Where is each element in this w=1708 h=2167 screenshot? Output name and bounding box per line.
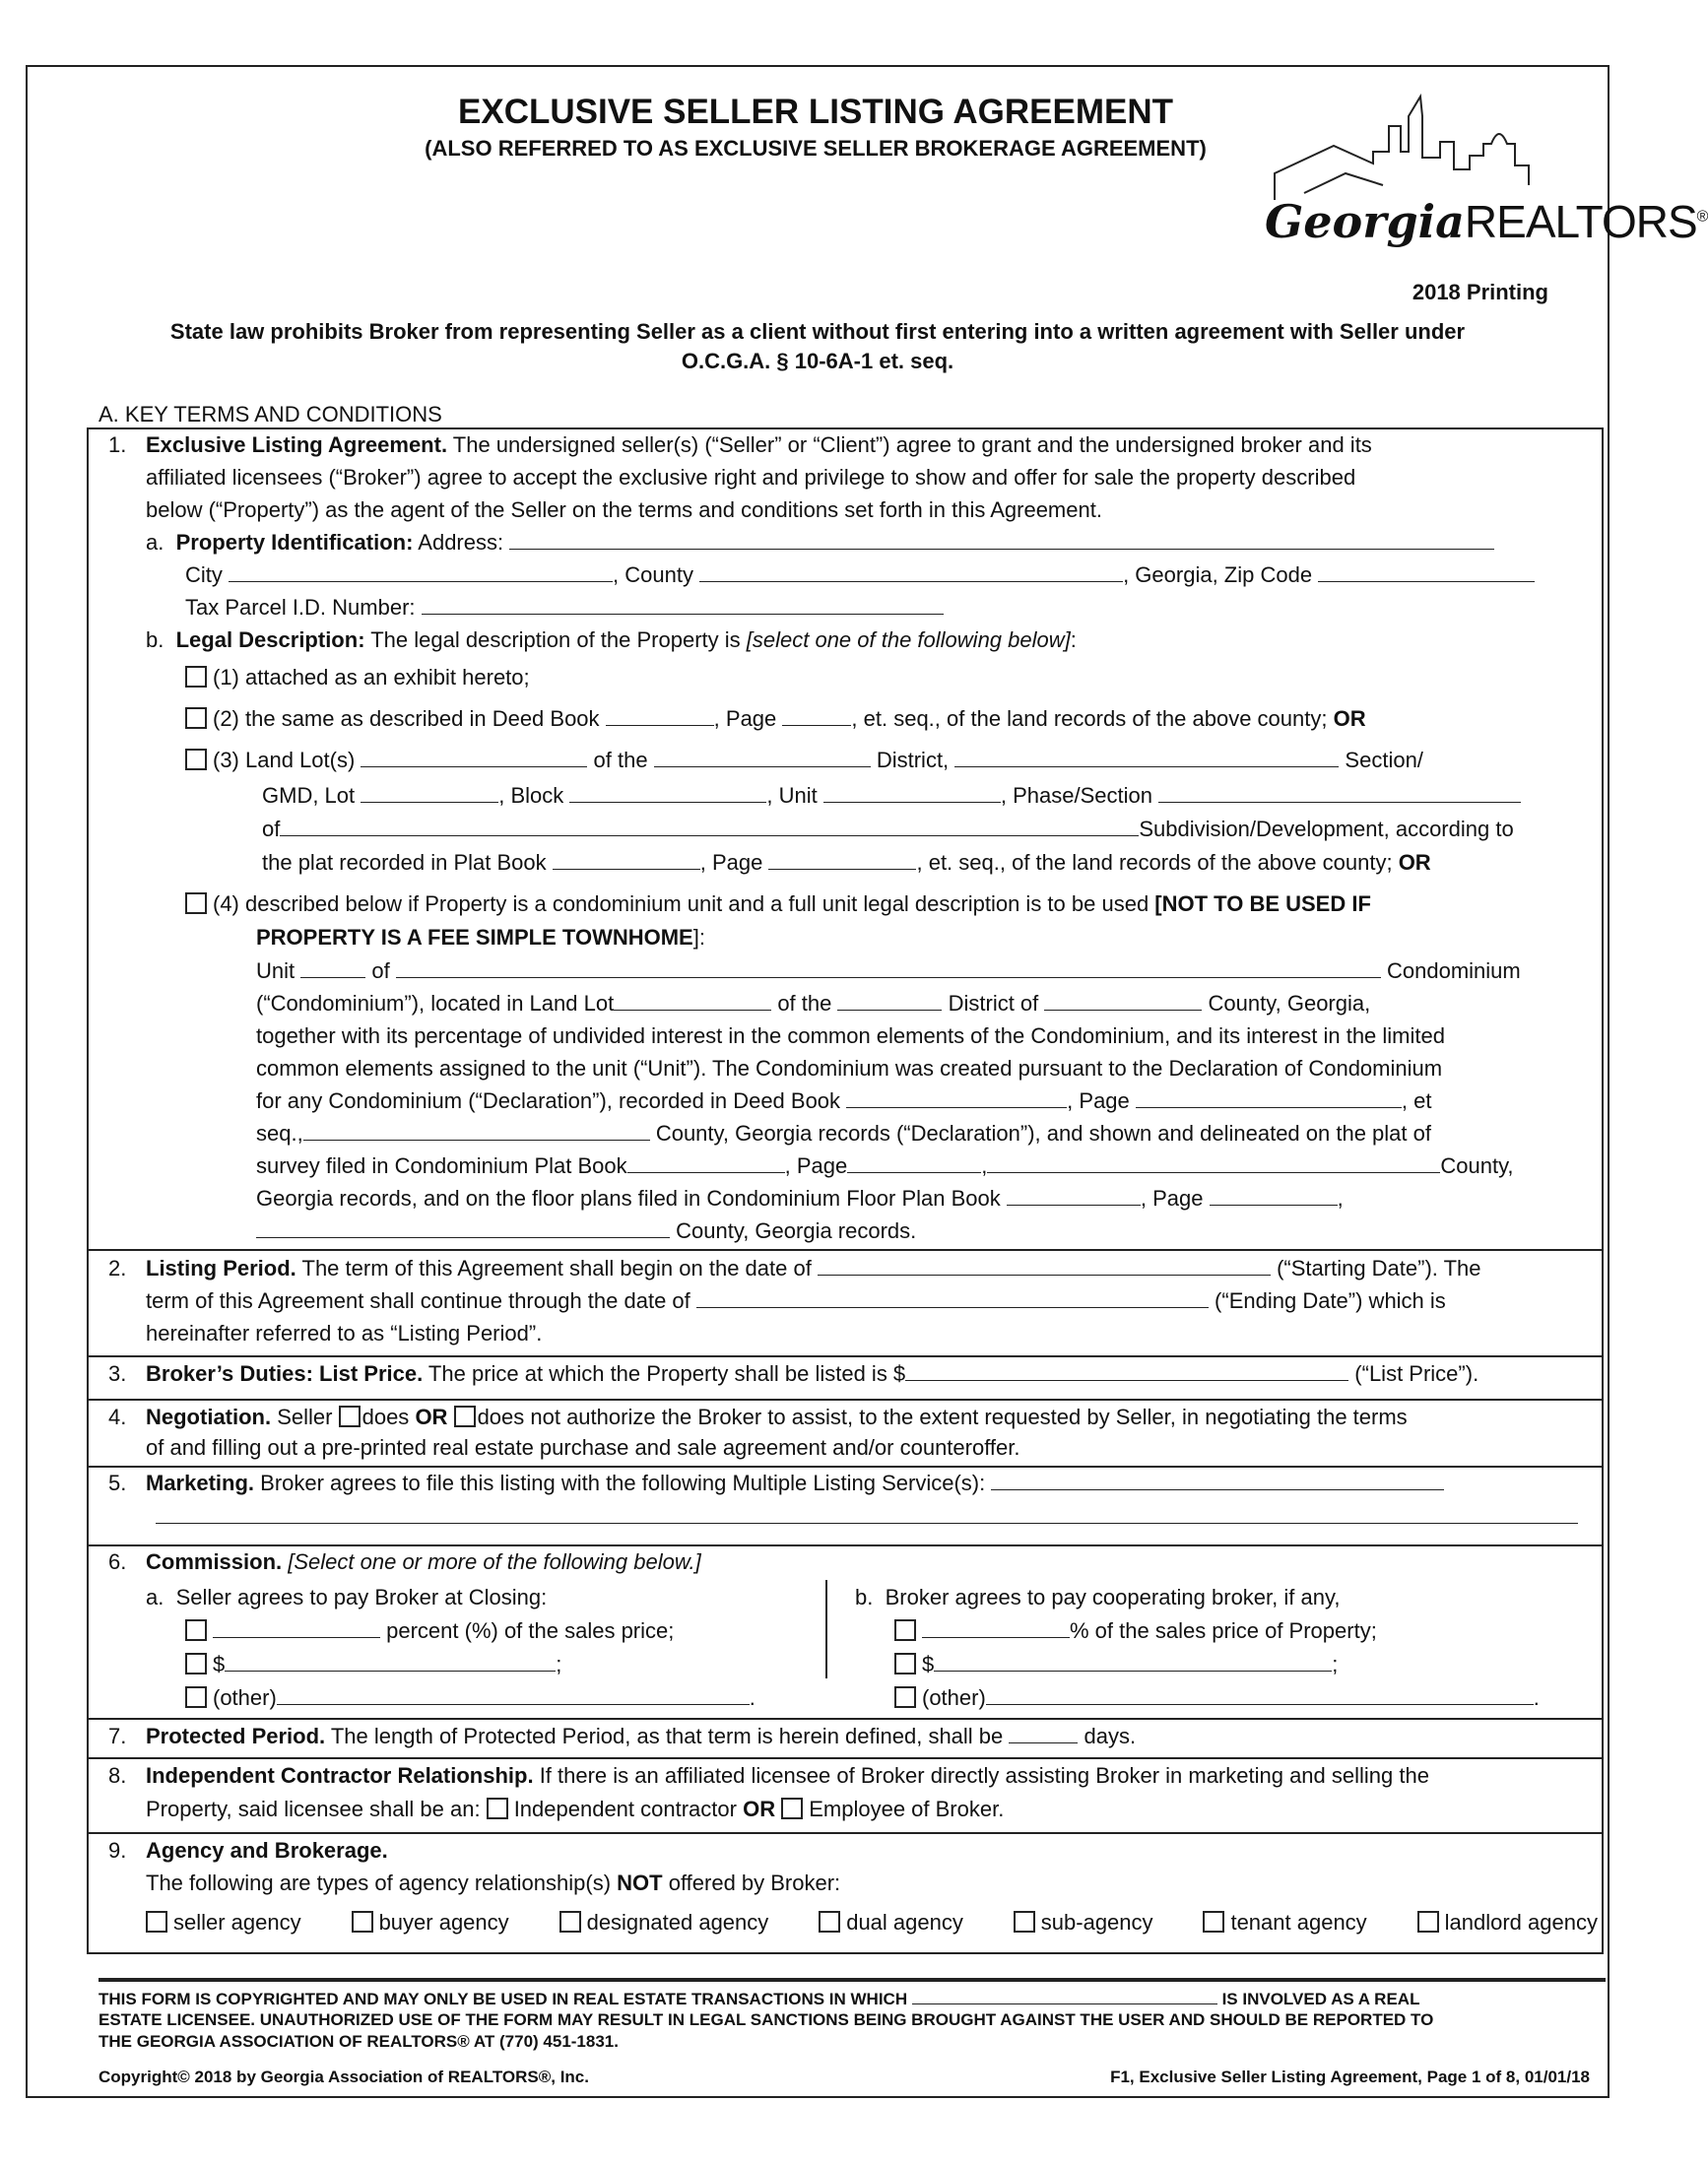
s8-line1: Independent Contractor Relationship. If there is an affiliated licensee of Broker directly assisting Broker in marketing and selling the xyxy=(146,1763,1429,1788)
legal-option-3: (3) Land Lot(s) of the District, Section/ xyxy=(185,747,1423,774)
plat-book-field[interactable] xyxy=(553,849,700,870)
commission-a-percent-field[interactable] xyxy=(213,1617,380,1638)
legal-option-1: (1) attached as an exhibit hereto; xyxy=(185,664,530,691)
legal-option-3-line3: of Subdivision/Development, according to xyxy=(262,817,1514,841)
s3-num: 3. xyxy=(108,1361,127,1386)
s2-line1: Listing Period. The term of this Agreement shall begin on the date of (“Starting Date”). The xyxy=(146,1256,1481,1280)
footer-line3: THE GEORGIA ASSOCIATION OF REALTORS® AT (770) 451-1831. xyxy=(99,2032,619,2051)
city-field[interactable] xyxy=(229,561,613,582)
option-2-checkbox[interactable] xyxy=(185,707,207,729)
divider-6 xyxy=(87,1718,1604,1720)
s5-line2 xyxy=(156,1503,1578,1531)
commission-a-other-row: (other) . xyxy=(185,1684,755,1712)
address-field[interactable] xyxy=(509,529,1494,550)
negotiation-does-checkbox[interactable] xyxy=(339,1406,361,1427)
commission-b-dollar-checkbox[interactable] xyxy=(894,1653,916,1674)
seller-agency-checkbox[interactable] xyxy=(146,1911,167,1933)
legal-option-4-line2: PROPERTY IS A FEE SIMPLE TOWNHOME]: xyxy=(256,925,705,950)
condo-plat-page-field[interactable] xyxy=(847,1152,981,1173)
divider-4 xyxy=(87,1466,1604,1468)
commission-a-percent-row: percent (%) of the sales price; xyxy=(185,1617,674,1645)
commission-a-other-field[interactable] xyxy=(277,1684,750,1705)
agency-options-row xyxy=(146,1909,1598,1937)
legal-option-3-line2: GMD, Lot , Block , Unit , Phase/Section xyxy=(262,782,1521,810)
s8-num: 8. xyxy=(108,1763,127,1788)
commission-b-head: b. Broker agrees to pay cooperating broker, if any, xyxy=(855,1585,1341,1609)
legal-option-4: (4) described below if Property is a condominium unit and a full unit legal description is to be used [NOT TO BE USED IF xyxy=(185,890,1371,918)
divider-1 xyxy=(87,1249,1604,1251)
s5-line1: Marketing. Broker agrees to file this listing with the following Multiple Listing Service(s): xyxy=(146,1470,1444,1497)
s1-line3: below (“Property”) as the agent of the Seller on the terms and conditions set forth in this Agreement. xyxy=(146,497,1102,522)
agency-option-landlord[interactable]: landlord agency xyxy=(1417,1909,1598,1937)
commission-b-percent-row: % of the sales price of Property; xyxy=(894,1617,1377,1645)
commission-a-percent-checkbox[interactable] xyxy=(185,1619,207,1641)
option-1-checkbox[interactable] xyxy=(185,666,207,688)
commission-b-percent-field[interactable] xyxy=(922,1617,1070,1638)
s7-num: 7. xyxy=(108,1724,127,1748)
tax-parcel-row: Tax Parcel I.D. Number: xyxy=(185,594,944,622)
legal-description-row: b. Legal Description: The legal description of the Property is [select one of the following below]: xyxy=(146,627,1077,652)
legal-option-3-line4: the plat recorded in Plat Book , Page , et. seq., of the land records of the above county; OR xyxy=(262,850,1431,875)
condo-district-field[interactable] xyxy=(837,990,942,1011)
agency-option-tenant[interactable]: tenant agency xyxy=(1203,1909,1366,1937)
printing-year: 2018 Printing xyxy=(1412,280,1548,304)
buyer-agency-checkbox[interactable] xyxy=(352,1911,373,1933)
condo-deed-book-field[interactable] xyxy=(846,1087,1067,1108)
s2-line3: hereinafter referred to as “Listing Period”. xyxy=(146,1321,543,1346)
condo-line2: (“Condominium”), located in Land Lot of the District of County, Georgia, xyxy=(256,991,1371,1016)
agency-option-sub[interactable]: sub-agency xyxy=(1014,1909,1153,1937)
mls-field[interactable] xyxy=(991,1470,1444,1490)
divider-3 xyxy=(87,1399,1604,1401)
section-field[interactable] xyxy=(954,747,1339,767)
ending-date-field[interactable] xyxy=(696,1287,1209,1308)
starting-date-field[interactable] xyxy=(818,1255,1271,1276)
agency-option-seller[interactable]: seller agency xyxy=(146,1909,301,1937)
commission-a-dollar-row: $ ; xyxy=(185,1651,561,1678)
footer-rule xyxy=(99,1978,1606,1982)
brokerage-name-field[interactable] xyxy=(912,1988,1217,2004)
property-id-row: a. Property Identification: Address: xyxy=(146,529,1494,557)
commission-b-other-row: (other) . xyxy=(894,1684,1540,1712)
divider-2 xyxy=(87,1355,1604,1357)
commission-b-dollar-row: $ ; xyxy=(894,1651,1338,1678)
logo-wordmark: GeorgiaREALTORS® xyxy=(1265,195,1708,248)
s3-line: Broker’s Duties: List Price. The price at which the Property shall be listed is $ (“List Price”). xyxy=(146,1361,1479,1386)
form-page xyxy=(26,65,1708,2098)
subdivision-field[interactable] xyxy=(280,816,1139,836)
sub-agency-checkbox[interactable] xyxy=(1014,1911,1035,1933)
deed-book-field[interactable] xyxy=(606,705,714,726)
s9-heading: Agency and Brokerage. xyxy=(146,1838,388,1863)
s8-line2: Property, said licensee shall be an: Independent contractor OR Employee of Broker. xyxy=(146,1797,1005,1821)
independent-contractor-checkbox[interactable] xyxy=(487,1798,508,1819)
option-3-checkbox[interactable] xyxy=(185,749,207,770)
s1-line2: affiliated licensees (“Broker”) agree to accept the exclusive right and privilege to show and offer for sale the property described xyxy=(146,465,1356,490)
condo-unit-field[interactable] xyxy=(300,957,365,978)
protected-period-days-field[interactable] xyxy=(1009,1723,1078,1743)
condo-declaration-county-field[interactable] xyxy=(303,1120,650,1141)
s6-heading: Commission. [Select one or more of the following below.] xyxy=(146,1549,701,1574)
condo-line5: for any Condominium (“Declaration”), recorded in Deed Book , Page , et xyxy=(256,1088,1432,1113)
tax-parcel-field[interactable] xyxy=(422,594,944,615)
floor-plan-book-field[interactable] xyxy=(1007,1185,1141,1206)
phase-section-field[interactable] xyxy=(1158,782,1521,803)
s2-num: 2. xyxy=(108,1256,127,1280)
commission-column-divider xyxy=(825,1580,827,1678)
condo-district-of-field[interactable] xyxy=(1044,990,1202,1011)
commission-b-other-checkbox[interactable] xyxy=(894,1686,916,1708)
copyright-notice: Copyright© 2018 by Georgia Association of REALTORS®, Inc. xyxy=(99,2068,589,2086)
landlord-agency-checkbox[interactable] xyxy=(1417,1911,1439,1933)
designated-agency-checkbox[interactable] xyxy=(559,1911,581,1933)
commission-a-dollar-field[interactable] xyxy=(225,1651,556,1672)
divider-5 xyxy=(87,1544,1604,1546)
condo-line3: together with its percentage of undivided interest in the common elements of the Condominium, and its interest in the limited xyxy=(256,1023,1445,1048)
floor-plan-county-field[interactable] xyxy=(256,1217,670,1238)
state-law-notice: State law prohibits Broker from representing Seller as a client without first entering into a written agreement with Seller under O.C.G.A. § 10-6A-1 et. seq. xyxy=(169,319,1466,373)
condo-plat-book-field[interactable] xyxy=(627,1152,785,1173)
zip-code-field[interactable] xyxy=(1318,561,1535,582)
condo-line9: County, Georgia records. xyxy=(256,1217,916,1245)
skyline-icon xyxy=(1265,87,1590,205)
form-title: EXCLUSIVE SELLER LISTING AGREEMENT xyxy=(458,93,1173,131)
s4-line2: of and filling out a pre-printed real estate purchase and sale agreement and/or counteroffer. xyxy=(146,1435,1020,1460)
unit-field[interactable] xyxy=(823,782,1001,803)
floor-plan-page-field[interactable] xyxy=(1210,1185,1338,1206)
employee-checkbox[interactable] xyxy=(781,1798,803,1819)
commission-b-percent-checkbox[interactable] xyxy=(894,1619,916,1641)
condo-line4: common elements assigned to the unit (“Unit”). The Condominium was created pursuant to the Declaration of Condominium xyxy=(256,1056,1443,1081)
tenant-agency-checkbox[interactable] xyxy=(1203,1911,1224,1933)
commission-a-other-checkbox[interactable] xyxy=(185,1686,207,1708)
legal-option-2: (2) the same as described in Deed Book , Page , et. seq., of the land records of the above county; OR xyxy=(185,705,1366,733)
negotiation-does-not-checkbox[interactable] xyxy=(454,1406,476,1427)
mls-field-2[interactable] xyxy=(156,1503,1578,1524)
commission-b-other-field[interactable] xyxy=(986,1684,1534,1705)
s4-num: 4. xyxy=(108,1405,127,1429)
s9-line1: The following are types of agency relationship(s) NOT offered by Broker: xyxy=(146,1871,841,1895)
list-price-field[interactable] xyxy=(905,1360,1348,1381)
lot-field[interactable] xyxy=(361,782,498,803)
condo-line1: Unit of Condominium xyxy=(256,958,1521,983)
divider-7 xyxy=(87,1757,1604,1759)
agency-option-dual[interactable]: dual agency xyxy=(819,1909,963,1937)
city-county-zip-row: City , County , Georgia, Zip Code xyxy=(185,561,1535,589)
section-a-heading: A. KEY TERMS AND CONDITIONS xyxy=(99,402,442,427)
footer-line1: THIS FORM IS COPYRIGHTED AND MAY ONLY BE USED IN REAL ESTATE TRANSACTIONS IN WHICH IS INVOLVED AS A REAL xyxy=(99,1990,1420,2008)
page-info: F1, Exclusive Seller Listing Agreement, Page 1 of 8, 01/01/18 xyxy=(1110,2068,1590,2086)
divider-8 xyxy=(87,1832,1604,1834)
agency-option-buyer[interactable]: buyer agency xyxy=(352,1909,509,1937)
county-field[interactable] xyxy=(699,561,1123,582)
georgia-realtors-logo xyxy=(1265,87,1708,274)
condo-name-field[interactable] xyxy=(396,957,1381,978)
commission-a-head: a. Seller agrees to pay Broker at Closing: xyxy=(146,1585,548,1609)
footer-line2: ESTATE LICENSEE. UNAUTHORIZED USE OF THE FORM MAY RESULT IN LEGAL SANCTIONS BEING BROUGHT AGAINST THE USER AND SHOULD BE REPORTED TO xyxy=(99,2010,1434,2029)
land-lot-field[interactable] xyxy=(361,747,587,767)
block-field[interactable] xyxy=(569,782,766,803)
s9-num: 9. xyxy=(108,1838,127,1863)
option-4-checkbox[interactable] xyxy=(185,892,207,914)
condo-plat-county-field[interactable] xyxy=(987,1152,1440,1173)
condo-line8: Georgia records, and on the floor plans filed in Condominium Floor Plan Book , Page , xyxy=(256,1186,1344,1211)
condo-deed-page-field[interactable] xyxy=(1136,1087,1402,1108)
s6-num: 6. xyxy=(108,1549,127,1574)
s5-num: 5. xyxy=(108,1471,127,1495)
deed-page-field[interactable] xyxy=(782,705,851,726)
commission-b-dollar-field[interactable] xyxy=(934,1651,1332,1672)
condo-line7: survey filed in Condominium Plat Book , Page , County, xyxy=(256,1153,1514,1178)
s1-num: 1. xyxy=(108,432,127,457)
condo-line6: seq., County, Georgia records (“Declaration”), and shown and delineated on the plat of xyxy=(256,1121,1431,1146)
s2-line2: term of this Agreement shall continue through the date of (“Ending Date”) which is xyxy=(146,1288,1446,1313)
dual-agency-checkbox[interactable] xyxy=(819,1911,840,1933)
s4-line1: Negotiation. Seller does OR does not authorize the Broker to assist, to the extent requested by Seller, in negotiating the terms xyxy=(146,1405,1408,1429)
s1-line1: Exclusive Listing Agreement. The undersigned seller(s) (“Seller” or “Client”) agree to grant and the undersigned broker and its xyxy=(146,432,1372,457)
plat-page-field[interactable] xyxy=(768,849,916,870)
s7-line: Protected Period. The length of Protected Period, as that term is herein defined, shall be days. xyxy=(146,1724,1137,1748)
commission-a-dollar-checkbox[interactable] xyxy=(185,1653,207,1674)
agency-option-designated[interactable]: designated agency xyxy=(559,1909,769,1937)
form-subtitle: (ALSO REFERRED TO AS EXCLUSIVE SELLER BROKERAGE AGREEMENT) xyxy=(425,136,1207,161)
condo-land-lot-field[interactable] xyxy=(614,990,771,1011)
district-field[interactable] xyxy=(654,747,871,767)
